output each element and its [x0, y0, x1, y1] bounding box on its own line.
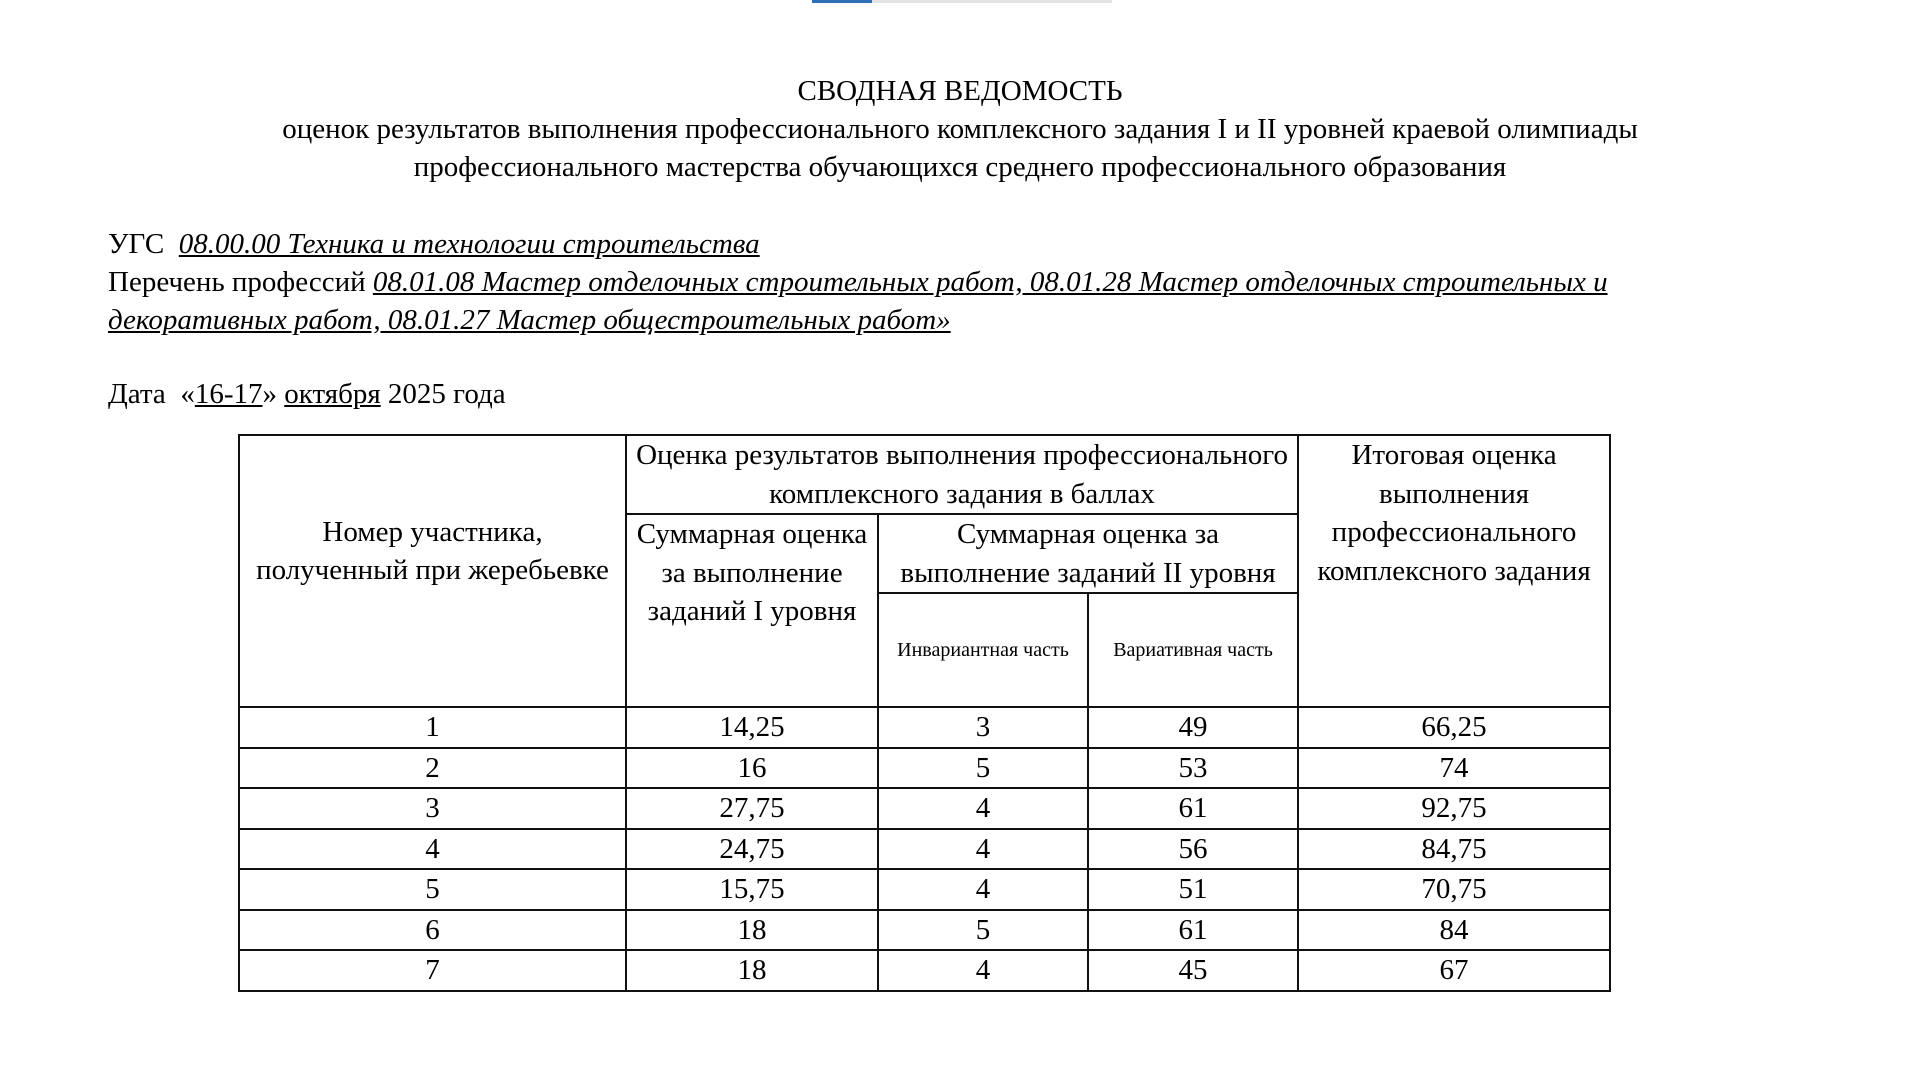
cell-level1-score: 27,75	[626, 788, 878, 829]
professions-line	[108, 263, 1608, 301]
ugs-value: 08.00.00 Техника и технологии строительства	[178, 228, 760, 260]
cell-total-score: 84,75	[1298, 829, 1610, 870]
cell-participant-number: 6	[239, 910, 626, 951]
ugs-line	[108, 225, 760, 263]
header-variative: Вариативная часть	[1088, 593, 1298, 707]
cell-level1-score: 16	[626, 748, 878, 789]
professions-line-2	[108, 301, 951, 339]
page-load-progress	[812, 0, 1112, 3]
cell-total-score: 92,75	[1298, 788, 1610, 829]
header-level2: Суммарная оценка за выполнение заданий II уровня	[878, 514, 1298, 593]
cell-invariant-score: 5	[878, 910, 1088, 951]
cell-total-score: 84	[1298, 910, 1610, 951]
table-row	[239, 910, 1610, 951]
date-open-quote: «	[180, 378, 195, 410]
date-days: 16-17	[194, 378, 263, 410]
cell-participant-number: 2	[239, 748, 626, 789]
cell-variative-score: 49	[1088, 707, 1298, 748]
results-table-body	[239, 707, 1610, 991]
cell-invariant-score: 5	[878, 748, 1088, 789]
cell-level1-score: 15,75	[626, 869, 878, 910]
cell-level1-score: 18	[626, 910, 878, 951]
cell-variative-score: 56	[1088, 829, 1298, 870]
ugs-label: УГС	[108, 228, 165, 260]
cell-level1-score: 24,75	[626, 829, 878, 870]
cell-variative-score: 61	[1088, 910, 1298, 951]
cell-level1-score: 18	[626, 950, 878, 991]
date-line	[108, 375, 506, 413]
cell-variative-score: 61	[1088, 788, 1298, 829]
table-row	[239, 707, 1610, 748]
table-row	[239, 869, 1610, 910]
date-label: Дата	[108, 378, 166, 410]
page-load-progress-fill	[812, 0, 872, 3]
header-assessment-group: Оценка результатов выполнения профессионального комплексного задания в баллах	[626, 435, 1298, 514]
cell-invariant-score: 4	[878, 950, 1088, 991]
cell-total-score: 67	[1298, 950, 1610, 991]
cell-participant-number: 4	[239, 829, 626, 870]
cell-variative-score: 51	[1088, 869, 1298, 910]
results-table	[238, 434, 1611, 992]
header-participant: Номер участника, полученный при жеребьевке	[239, 435, 626, 707]
cell-total-score: 74	[1298, 748, 1610, 789]
cell-invariant-score: 4	[878, 788, 1088, 829]
cell-participant-number: 7	[239, 950, 626, 991]
date-close-quote: »	[262, 378, 277, 410]
professions-value-1: 08.01.08 Мастер отделочных строительных работ, 08.01.28 Мастер отделочных строительных и	[372, 266, 1608, 298]
header-invariant: Инвариантная часть	[878, 593, 1088, 707]
table-row	[239, 829, 1610, 870]
cell-total-score: 66,25	[1298, 707, 1610, 748]
document-title: СВОДНАЯ ВЕДОМОСТЬ	[797, 75, 1123, 107]
cell-participant-number: 3	[239, 788, 626, 829]
cell-variative-score: 45	[1088, 950, 1298, 991]
professions-label: Перечень профессий	[108, 266, 366, 298]
cell-invariant-score: 3	[878, 707, 1088, 748]
cell-participant-number: 5	[239, 869, 626, 910]
table-row	[239, 788, 1610, 829]
cell-invariant-score: 4	[878, 829, 1088, 870]
table-row	[239, 950, 1610, 991]
date-year: 2025 года	[387, 378, 506, 410]
document-subtitle-line-1: оценок результатов выполнения профессионального комплексного задания I и II уровней краевой олимпиады	[282, 113, 1638, 145]
cell-participant-number: 1	[239, 707, 626, 748]
cell-level1-score: 14,25	[626, 707, 878, 748]
table-row	[239, 748, 1610, 789]
header-level1: Суммарная оценка за выполнение заданий I уровня	[626, 514, 878, 707]
header-total: Итоговая оценка выполнения профессионального комплексного задания	[1298, 435, 1610, 707]
professions-value-2: декоративных работ, 08.01.27 Мастер общестроительных работ»	[108, 304, 951, 336]
cell-total-score: 70,75	[1298, 869, 1610, 910]
cell-variative-score: 53	[1088, 748, 1298, 789]
date-month: октября	[284, 378, 381, 410]
document-subtitle-line-2: профессионального мастерства обучающихся среднего профессионального образования	[413, 151, 1507, 183]
cell-invariant-score: 4	[878, 869, 1088, 910]
